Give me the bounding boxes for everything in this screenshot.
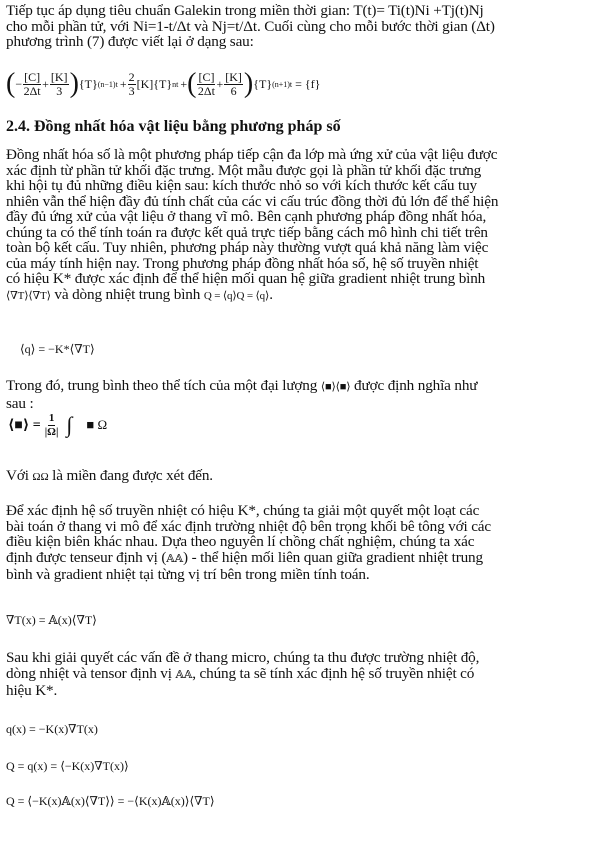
homogenization-paragraph bbox=[6, 147, 590, 304]
effective-flux-equation: Q = ⟨−K(x)𝔸(x)⟨∇T⟩⟩ = −⟨K(x)𝔸(x)⟩⟨∇T⟩ bbox=[6, 794, 215, 808]
section-heading: 2.4. Đồng nhất hóa vật liệu bằng phương pháp số bbox=[6, 118, 341, 135]
frac-num: [K] bbox=[225, 69, 242, 84]
eq-sub: (n−1)t bbox=[97, 79, 118, 89]
frac-den: 2Δt bbox=[23, 83, 41, 98]
eq-lparen: ( bbox=[6, 68, 16, 99]
p2-line: toàn bộ kết cấu. Tuy nhiên, phương pháp này thường vượt quá khả năng làm việc bbox=[6, 239, 489, 256]
intro-line-2: cho mỗi phần tử, với Ni=1-t/Δt và Nj=t/Δt. Cuối cùng cho mỗi bước thời gian (Δt) bbox=[6, 17, 495, 35]
localization-tensor-symbol: 𝔸𝔸 bbox=[166, 552, 184, 565]
p6-line: Sau khi giải quyết các vấn đề ở thang micro, chúng ta thu được trường nhiệt độ, bbox=[6, 649, 480, 666]
intro-line-3: phương trình (7) được viết lại ở dạng sau: bbox=[6, 33, 254, 50]
effective-conductivity-equation: ⟨q⟩ = −K*⟨∇T⟩ bbox=[20, 342, 95, 356]
frac-c-2dt bbox=[23, 71, 41, 98]
eq-sub: (n+1)t bbox=[272, 79, 293, 89]
eq-plus: + bbox=[216, 76, 224, 91]
frac-den: 3 bbox=[56, 83, 63, 98]
p5-line: bài toán ở thang vi mô để xác định trường nhiệt độ bên trọng khối bê tông với các bbox=[6, 517, 491, 535]
p2-line: chúng ta có thể tính toán ra được kết quả trực tiếp bằng cách mô hình chi tiết trên bbox=[6, 223, 488, 241]
avg-lhs: ⟨■⟩ = bbox=[8, 417, 41, 433]
integral-sign: ∫ bbox=[66, 412, 73, 437]
eq-plus: + bbox=[180, 76, 188, 91]
frac-den: 6 bbox=[230, 83, 237, 98]
p2-end: . bbox=[269, 285, 273, 303]
frac-num: [C] bbox=[24, 69, 41, 84]
eq-minus: − bbox=[15, 76, 23, 91]
p2-line: có hiệu K* được xác định để thể hiện mối quan hệ giữa gradient nhiệt trung bình bbox=[6, 270, 486, 287]
localization-tensor-symbol: 𝔸𝔸 bbox=[175, 668, 193, 681]
p2-line: Đồng nhất hóa số là một phương pháp tiếp cận đa lớp mà ứng xử của vật liệu được bbox=[6, 146, 498, 163]
p5-line bbox=[6, 550, 590, 568]
eq-lparen: ( bbox=[187, 68, 197, 99]
p6-line: hiệu K*. bbox=[6, 682, 58, 699]
eq-T: {T} bbox=[78, 76, 98, 91]
p2-last-line bbox=[6, 287, 590, 305]
eq-rhs: = {f} bbox=[295, 76, 321, 91]
mean-flux-equation: Q = q(x) = ⟨−K(x)∇T(x)⟩ bbox=[6, 759, 129, 773]
p5-text: định được tenseur định vị ( bbox=[6, 548, 167, 566]
p2-line: khi hội tụ đủ những điều kiện sau: kích thước nhỏ so với kích thước kết cấu tuy bbox=[6, 177, 477, 194]
localization-paragraph bbox=[6, 503, 590, 583]
eq-plus: + bbox=[42, 76, 49, 91]
eq-sub: nt bbox=[172, 79, 179, 89]
mean-flux-symbol: Q = ⟨q⟩Q = ⟨q⟩ bbox=[203, 289, 270, 302]
p2-line: xác định từ phần tử khối đặc trưng. Một mẫu được gọi là phần tử khối đặc trưng bbox=[6, 161, 482, 179]
p4-text: Với bbox=[6, 467, 33, 484]
frac-k-3 bbox=[50, 71, 69, 98]
p2-line: của máy tính hiện nay. Trong phương pháp đồng nhất hóa số, hệ số truyền nhiệt bbox=[6, 254, 479, 272]
p3-text: Trong đó, trung bình theo thể tích của một đại lượng bbox=[6, 377, 321, 394]
p2-line: đầy đủ ứng xử của vật liệu ở thang vĩ mô. Bên cạnh phương pháp đồng nhất hóa, bbox=[6, 208, 487, 225]
local-flux-equation: q(x) = −K(x)∇T(x) bbox=[6, 722, 98, 736]
frac-den: 3 bbox=[128, 83, 135, 98]
eq-plus: + bbox=[119, 76, 127, 91]
p6-text: , chúng ta sẽ tính xác định hệ số truyền nhiệt có bbox=[192, 664, 475, 682]
p2-line: nhiên vẫn thể hiện đầy đủ tính chất của các vi cấu trúc đồng thời đủ lớn để thể hiện bbox=[6, 192, 499, 210]
eq-kT: [K]{T} bbox=[136, 76, 173, 91]
eq-rparen: ) bbox=[69, 68, 79, 99]
omega-symbol: ΩΩ bbox=[32, 471, 49, 483]
frac-c-2dt bbox=[197, 71, 215, 98]
volume-average-paragraph bbox=[6, 378, 590, 411]
avg-fraction bbox=[45, 412, 59, 439]
frac-num: [C] bbox=[198, 69, 215, 84]
p6-line bbox=[6, 666, 590, 684]
frac-den: 2Δt bbox=[197, 83, 215, 98]
domain-paragraph bbox=[6, 468, 590, 486]
frac-num: [K] bbox=[50, 69, 68, 84]
eq-T: {T} bbox=[253, 76, 273, 91]
average-symbol: ⟨■⟩⟨■⟩ bbox=[320, 381, 351, 393]
p5-line: điều kiện biên khác nhau. Dựa theo nguyên lí chồng chất nghiệm, chúng ta xác bbox=[6, 533, 475, 550]
p5-line: bình và gradient nhiệt tại từng vị trí bên trong miền tính toán. bbox=[6, 566, 370, 583]
p5-text: ) - thể hiện mối liên quan giữa gradient nhiệt trung bbox=[183, 548, 483, 566]
eq-rparen: ) bbox=[243, 68, 254, 99]
intro-paragraph bbox=[6, 3, 590, 50]
avg-rhs: ■ Ω bbox=[86, 417, 108, 432]
mean-gradient-symbol: ⟨∇T⟩⟨∇T⟩ bbox=[6, 289, 51, 302]
p6-text: dòng nhiệt và tensor định vị bbox=[6, 664, 176, 682]
frac-2-3 bbox=[128, 71, 136, 98]
frac-k-6 bbox=[224, 71, 243, 98]
p3-line-1 bbox=[6, 378, 590, 396]
micro-scale-paragraph bbox=[6, 650, 590, 699]
frac-num: 1 bbox=[48, 411, 55, 424]
p2-text: và dòng nhiệt trung bình bbox=[50, 285, 204, 303]
p4-text: là miền đang được xét đến. bbox=[48, 467, 213, 484]
intro-line-1: Tiếp tục áp dụng tiêu chuẩn Galekin trong miền thời gian: T(t)= Ti(t)Ni +Tj(t)Nj bbox=[6, 2, 484, 19]
equation-7 bbox=[6, 65, 590, 103]
gradient-localization-equation: ∇T(x) = 𝔸(x)⟨∇T⟩ bbox=[6, 613, 97, 627]
frac-num: 2 bbox=[128, 69, 135, 84]
p5-line: Để xác định hệ số truyền nhiệt có hiệu K*, chúng ta giải một quyết một loạt các bbox=[6, 502, 480, 519]
volume-average-equation bbox=[8, 410, 107, 440]
frac-den: |Ω| bbox=[44, 425, 59, 438]
p3-line-2: sau : bbox=[6, 394, 34, 412]
p3-text: được định nghĩa như bbox=[350, 377, 478, 394]
